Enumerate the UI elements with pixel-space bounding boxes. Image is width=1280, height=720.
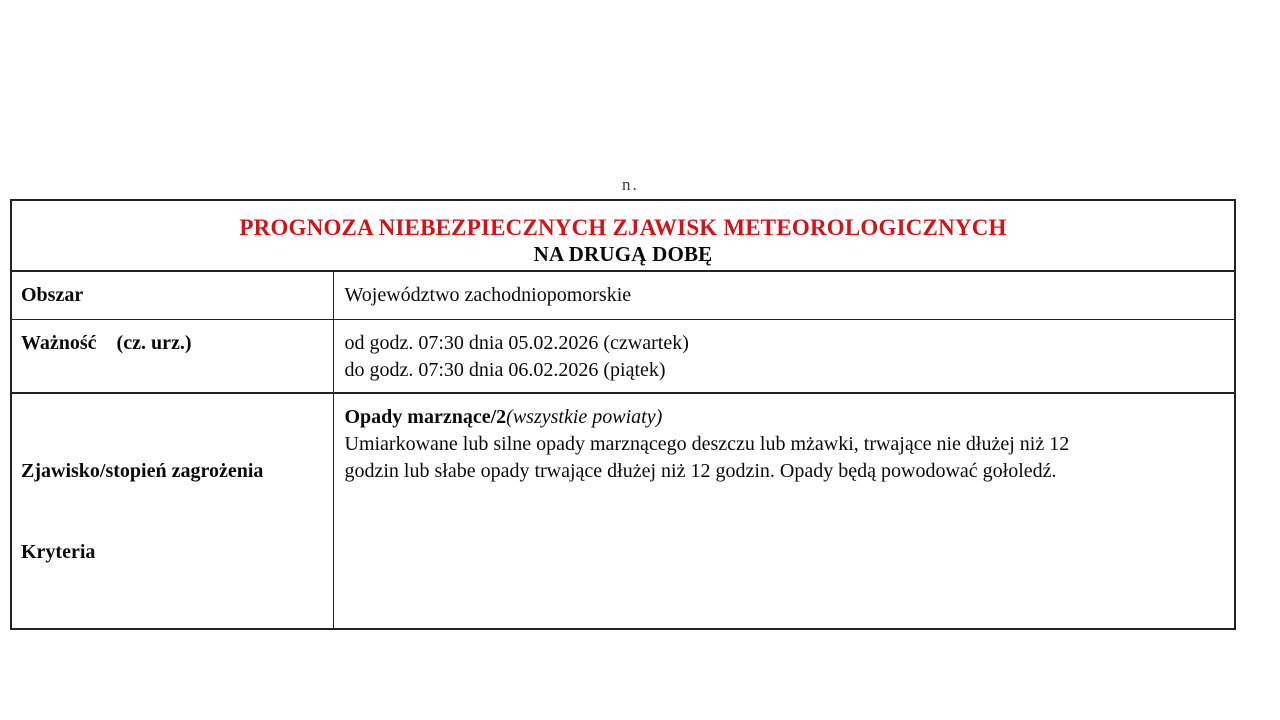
zjawisko-label-line2: Kryteria [21, 540, 96, 563]
clipped-text-fragment [622, 175, 650, 197]
table-row-waznosc [11, 319, 1235, 393]
table-row-zjawisko [11, 393, 1235, 629]
phenomenon-area-scope: (wszystkie powiaty) [506, 405, 663, 428]
forecast-title: PROGNOZA NIEBEZPIECZNYCH ZJAWISK METEOROLOGICZNYCH [239, 215, 1007, 240]
clipped-text-fragment-glyphs: n. [622, 175, 639, 194]
zjawisko-label-line1: Zjawisko/stopień zagrożenia [21, 459, 264, 482]
obszar-value: Województwo zachodniopomorskie [333, 271, 1235, 319]
phenomenon-line [345, 404, 1221, 431]
phenomenon-name-and-level: Opady marznące/2 [344, 405, 507, 428]
zjawisko-label [11, 393, 333, 629]
criteria-text-line2: godzin lub słabe opady trwające dłużej niż 12 godzin. Opady będą powodować gołoledź. [344, 459, 1057, 482]
validity-from: od godz. 07:30 dnia 05.02.2026 (czwartek) [344, 331, 689, 354]
table-row-obszar [11, 271, 1235, 319]
zjawisko-value [333, 393, 1235, 629]
waznosc-label: Ważność (cz. urz.) [11, 319, 333, 393]
forecast-table [10, 199, 1236, 630]
forecast-subtitle: NA DRUGĄ DOBĘ [533, 242, 713, 266]
waznosc-value [333, 319, 1235, 393]
validity-to: do godz. 07:30 dnia 06.02.2026 (piątek) [344, 358, 666, 381]
table-title-row [11, 200, 1235, 271]
table-title-cell [11, 200, 1235, 271]
criteria-text-line1: Umiarkowane lub silne opady marznącego deszczu lub mżawki, trwające nie dłużej niż 12 [344, 432, 1070, 455]
obszar-label: Obszar [11, 271, 333, 319]
